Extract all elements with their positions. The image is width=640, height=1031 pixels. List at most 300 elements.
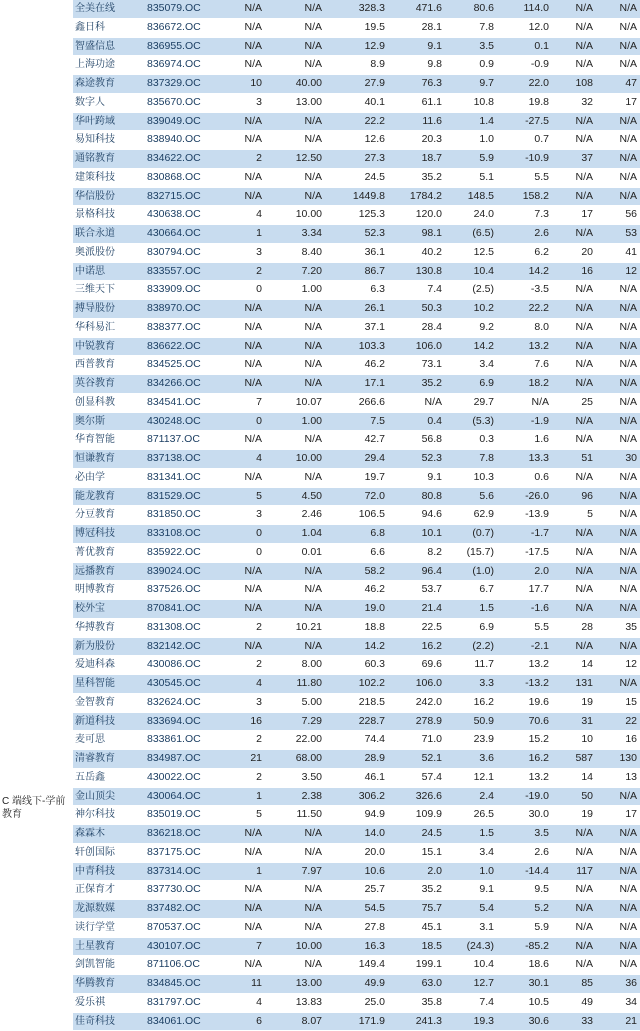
col-7-cell: 1.4 [445, 112, 497, 131]
table-row [73, 337, 640, 356]
stock-code-cell: 834845.OC [143, 975, 221, 994]
company-name-cell: 中锐教育 [73, 337, 143, 356]
col-9-cell: N/A [552, 431, 596, 450]
col-6-cell: 35.2 [388, 168, 445, 187]
stock-code-cell: 838970.OC [143, 300, 221, 319]
col-6-cell: 98.1 [388, 225, 445, 244]
table-row [73, 806, 640, 825]
col-7-cell: 3.4 [445, 843, 497, 862]
stock-code-cell: 833557.OC [143, 262, 221, 281]
company-name-cell: 必由学 [73, 468, 143, 487]
table-row [73, 1012, 640, 1031]
col-10-cell: 22 [596, 712, 640, 731]
col-6-cell: 106.0 [388, 337, 445, 356]
col-3-cell: N/A [221, 881, 265, 900]
col-9-cell: N/A [552, 468, 596, 487]
stock-code-cell: 837730.OC [143, 881, 221, 900]
col-3-cell: N/A [221, 37, 265, 56]
col-5-cell: 27.3 [325, 150, 388, 169]
col-10-cell: 56 [596, 206, 640, 225]
stock-code-cell: 830794.OC [143, 243, 221, 262]
col-8-cell: 17.7 [497, 581, 552, 600]
col-3-cell: 6 [221, 1012, 265, 1031]
col-8-cell: -19.0 [497, 787, 552, 806]
col-3-cell: N/A [221, 956, 265, 975]
col-7-cell: 10.8 [445, 93, 497, 112]
company-name-cell: 中青科技 [73, 862, 143, 881]
col-10-cell: N/A [596, 506, 640, 525]
col-8-cell: -10.9 [497, 150, 552, 169]
stock-code-cell: 834525.OC [143, 356, 221, 375]
col-9-cell: 14 [552, 768, 596, 787]
col-6-cell: 80.8 [388, 487, 445, 506]
col-3-cell: 4 [221, 206, 265, 225]
col-9-cell: 49 [552, 993, 596, 1012]
col-3-cell: 3 [221, 243, 265, 262]
col-7-cell: 6.9 [445, 618, 497, 637]
col-5-cell: 19.0 [325, 600, 388, 619]
col-4-cell: N/A [265, 337, 325, 356]
table-row [73, 693, 640, 712]
table-row [73, 581, 640, 600]
col-9-cell: N/A [552, 168, 596, 187]
col-4-cell: N/A [265, 637, 325, 656]
col-6-cell: 63.0 [388, 975, 445, 994]
stock-code-cell: 839024.OC [143, 562, 221, 581]
company-name-cell: 菁优教育 [73, 543, 143, 562]
col-3-cell: N/A [221, 825, 265, 844]
col-6-cell: 35.2 [388, 881, 445, 900]
stock-code-cell: 832142.OC [143, 637, 221, 656]
company-name-cell: 英谷教育 [73, 375, 143, 394]
col-9-cell: N/A [552, 187, 596, 206]
col-3-cell: 16 [221, 712, 265, 731]
col-10-cell: N/A [596, 431, 640, 450]
col-4-cell: N/A [265, 300, 325, 319]
col-7-cell: 10.2 [445, 300, 497, 319]
col-10-cell: N/A [596, 168, 640, 187]
col-6-cell: 8.2 [388, 543, 445, 562]
col-7-cell: 6.7 [445, 581, 497, 600]
col-4-cell: 8.40 [265, 243, 325, 262]
col-3-cell: 10 [221, 75, 265, 94]
col-10-cell: 47 [596, 75, 640, 94]
company-name-cell: 佳奇科技 [73, 1012, 143, 1031]
col-9-cell: N/A [552, 562, 596, 581]
col-3-cell: N/A [221, 56, 265, 75]
col-7-cell: 9.7 [445, 75, 497, 94]
col-3-cell: N/A [221, 562, 265, 581]
company-name-cell: 剑凯智能 [73, 956, 143, 975]
stock-code-cell: 838377.OC [143, 318, 221, 337]
table-row [73, 675, 640, 694]
stock-code-cell: 832624.OC [143, 693, 221, 712]
company-table [73, 0, 640, 1031]
col-10-cell: 12 [596, 262, 640, 281]
col-5-cell: 6.6 [325, 543, 388, 562]
col-10-cell: N/A [596, 675, 640, 694]
col-6-cell: 9.1 [388, 468, 445, 487]
col-4-cell: 13.83 [265, 993, 325, 1012]
col-10-cell: N/A [596, 825, 640, 844]
col-9-cell: N/A [552, 525, 596, 544]
col-7-cell: 5.6 [445, 487, 497, 506]
col-6-cell: 120.0 [388, 206, 445, 225]
col-5-cell: 171.9 [325, 1012, 388, 1031]
company-name-cell: 读行学堂 [73, 918, 143, 937]
table-row [73, 768, 640, 787]
col-7-cell: 12.1 [445, 768, 497, 787]
stock-code-cell: 831341.OC [143, 468, 221, 487]
col-6-cell: 16.2 [388, 637, 445, 656]
company-name-cell: 星科智能 [73, 675, 143, 694]
col-7-cell: 3.4 [445, 356, 497, 375]
company-name-cell: 校外宝 [73, 600, 143, 619]
col-5-cell: 37.1 [325, 318, 388, 337]
col-3-cell: 0 [221, 412, 265, 431]
col-5-cell: 149.4 [325, 956, 388, 975]
table-row [73, 131, 640, 150]
col-5-cell: 228.7 [325, 712, 388, 731]
col-9-cell: 85 [552, 975, 596, 994]
table-row [73, 637, 640, 656]
col-8-cell: 0.6 [497, 468, 552, 487]
stock-code-cell: 430086.OC [143, 656, 221, 675]
col-6-cell: 52.3 [388, 450, 445, 469]
col-7-cell: 12.5 [445, 243, 497, 262]
col-3-cell: N/A [221, 131, 265, 150]
col-4-cell: 5.00 [265, 693, 325, 712]
col-8-cell: 5.2 [497, 900, 552, 919]
col-8-cell: 8.0 [497, 318, 552, 337]
col-6-cell: 45.1 [388, 918, 445, 937]
col-10-cell: N/A [596, 918, 640, 937]
col-9-cell: 51 [552, 450, 596, 469]
col-3-cell: 5 [221, 487, 265, 506]
table-row [73, 712, 640, 731]
stock-code-cell: 833694.OC [143, 712, 221, 731]
company-name-cell: 新为股份 [73, 637, 143, 656]
col-9-cell: N/A [552, 900, 596, 919]
col-8-cell: 7.3 [497, 206, 552, 225]
company-name-cell: 景格科技 [73, 206, 143, 225]
col-6-cell: 50.3 [388, 300, 445, 319]
col-3-cell: N/A [221, 900, 265, 919]
col-8-cell: 18.2 [497, 375, 552, 394]
col-7-cell: 0.9 [445, 56, 497, 75]
col-10-cell: N/A [596, 412, 640, 431]
col-8-cell: 158.2 [497, 187, 552, 206]
col-9-cell: N/A [552, 37, 596, 56]
stock-code-cell: 835019.OC [143, 806, 221, 825]
table-row [73, 862, 640, 881]
col-10-cell: 41 [596, 243, 640, 262]
col-4-cell: N/A [265, 37, 325, 56]
col-3-cell: N/A [221, 112, 265, 131]
col-3-cell: 5 [221, 806, 265, 825]
company-name-cell: 华搏教育 [73, 618, 143, 637]
col-10-cell: 21 [596, 1012, 640, 1031]
col-7-cell: 7.8 [445, 450, 497, 469]
stock-code-cell: 837175.OC [143, 843, 221, 862]
company-name-cell: 麦可思 [73, 731, 143, 750]
company-name-cell: 华叶跨域 [73, 112, 143, 131]
col-9-cell: 14 [552, 656, 596, 675]
col-5-cell: 26.1 [325, 300, 388, 319]
col-6-cell: 53.7 [388, 581, 445, 600]
col-5-cell: 46.1 [325, 768, 388, 787]
col-5-cell: 7.5 [325, 412, 388, 431]
col-5-cell: 27.8 [325, 918, 388, 937]
company-name-cell: 恒谦教育 [73, 450, 143, 469]
col-10-cell: N/A [596, 18, 640, 37]
col-8-cell: -13.9 [497, 506, 552, 525]
col-4-cell: 7.97 [265, 862, 325, 881]
col-9-cell: 19 [552, 806, 596, 825]
company-name-cell: 搏导股份 [73, 300, 143, 319]
col-8-cell: 13.2 [497, 656, 552, 675]
table-row [73, 956, 640, 975]
col-10-cell: 12 [596, 656, 640, 675]
col-7-cell: (5.3) [445, 412, 497, 431]
company-name-cell: 通铭教育 [73, 150, 143, 169]
col-3-cell: N/A [221, 375, 265, 394]
col-8-cell: 22.0 [497, 75, 552, 94]
col-9-cell: 25 [552, 393, 596, 412]
col-9-cell: 33 [552, 1012, 596, 1031]
col-10-cell: N/A [596, 131, 640, 150]
col-10-cell: N/A [596, 300, 640, 319]
col-5-cell: 42.7 [325, 431, 388, 450]
company-name-cell: 数字人 [73, 93, 143, 112]
col-9-cell: N/A [552, 581, 596, 600]
stock-code-cell: 837526.OC [143, 581, 221, 600]
table-row [73, 37, 640, 56]
col-8-cell: 16.2 [497, 750, 552, 769]
col-6-cell: 24.5 [388, 825, 445, 844]
col-10-cell: 53 [596, 225, 640, 244]
col-6-cell: 61.1 [388, 93, 445, 112]
col-10-cell: 15 [596, 693, 640, 712]
col-10-cell: 130 [596, 750, 640, 769]
col-3-cell: 11 [221, 975, 265, 994]
col-5-cell: 8.9 [325, 56, 388, 75]
col-8-cell: -17.5 [497, 543, 552, 562]
col-10-cell: 35 [596, 618, 640, 637]
col-7-cell: 12.7 [445, 975, 497, 994]
col-5-cell: 16.3 [325, 937, 388, 956]
col-9-cell: N/A [552, 881, 596, 900]
table-row [73, 750, 640, 769]
col-5-cell: 46.2 [325, 356, 388, 375]
col-6-cell: 9.8 [388, 56, 445, 75]
col-7-cell: 3.5 [445, 37, 497, 56]
col-3-cell: 3 [221, 693, 265, 712]
col-9-cell: N/A [552, 56, 596, 75]
col-10-cell: 13 [596, 768, 640, 787]
col-5-cell: 12.6 [325, 131, 388, 150]
col-8-cell: 1.6 [497, 431, 552, 450]
col-9-cell: 32 [552, 93, 596, 112]
stock-code-cell: 837314.OC [143, 862, 221, 881]
col-4-cell: N/A [265, 600, 325, 619]
col-7-cell: 7.4 [445, 993, 497, 1012]
col-5-cell: 46.2 [325, 581, 388, 600]
col-6-cell: 40.2 [388, 243, 445, 262]
col-6-cell: 1784.2 [388, 187, 445, 206]
col-7-cell: (6.5) [445, 225, 497, 244]
col-10-cell: 30 [596, 450, 640, 469]
stock-code-cell: 831850.OC [143, 506, 221, 525]
col-8-cell: -14.4 [497, 862, 552, 881]
col-7-cell: 5.4 [445, 900, 497, 919]
col-6-cell: 18.5 [388, 937, 445, 956]
company-name-cell: 鑫日科 [73, 18, 143, 37]
col-6-cell: 57.4 [388, 768, 445, 787]
company-name-cell: 建策科技 [73, 168, 143, 187]
col-6-cell: 18.7 [388, 150, 445, 169]
col-10-cell: N/A [596, 637, 640, 656]
col-10-cell: N/A [596, 356, 640, 375]
col-8-cell: 5.5 [497, 168, 552, 187]
col-9-cell: 108 [552, 75, 596, 94]
col-8-cell: 19.8 [497, 93, 552, 112]
col-4-cell: 10.21 [265, 618, 325, 637]
col-4-cell: 1.00 [265, 412, 325, 431]
col-4-cell: 68.00 [265, 750, 325, 769]
col-4-cell: 7.20 [265, 262, 325, 281]
col-4-cell: N/A [265, 468, 325, 487]
col-6-cell: N/A [388, 393, 445, 412]
col-6-cell: 326.6 [388, 787, 445, 806]
col-3-cell: 7 [221, 937, 265, 956]
col-3-cell: 2 [221, 150, 265, 169]
col-7-cell: 3.6 [445, 750, 497, 769]
stock-code-cell: 834266.OC [143, 375, 221, 394]
col-10-cell: 34 [596, 993, 640, 1012]
col-6-cell: 71.0 [388, 731, 445, 750]
col-7-cell: 1.0 [445, 862, 497, 881]
col-5-cell: 58.2 [325, 562, 388, 581]
table-row [73, 787, 640, 806]
col-5-cell: 25.0 [325, 993, 388, 1012]
table-row [73, 618, 640, 637]
table-row [73, 600, 640, 619]
col-5-cell: 25.7 [325, 881, 388, 900]
col-4-cell: 11.80 [265, 675, 325, 694]
col-7-cell: 1.5 [445, 825, 497, 844]
col-10-cell: N/A [596, 337, 640, 356]
col-3-cell: 0 [221, 543, 265, 562]
col-4-cell: N/A [265, 581, 325, 600]
col-10-cell: N/A [596, 937, 640, 956]
col-8-cell: 14.2 [497, 262, 552, 281]
col-6-cell: 28.4 [388, 318, 445, 337]
stock-code-cell: 837482.OC [143, 900, 221, 919]
col-4-cell: N/A [265, 112, 325, 131]
col-4-cell: N/A [265, 843, 325, 862]
col-8-cell: -0.9 [497, 56, 552, 75]
col-6-cell: 11.6 [388, 112, 445, 131]
company-name-cell: 华科易汇 [73, 318, 143, 337]
col-7-cell: 6.9 [445, 375, 497, 394]
col-6-cell: 278.9 [388, 712, 445, 731]
col-7-cell: (24.3) [445, 937, 497, 956]
col-6-cell: 130.8 [388, 262, 445, 281]
col-6-cell: 21.4 [388, 600, 445, 619]
col-4-cell: N/A [265, 918, 325, 937]
col-3-cell: N/A [221, 356, 265, 375]
col-8-cell: -2.1 [497, 637, 552, 656]
company-name-cell: 创显科教 [73, 393, 143, 412]
col-3-cell: 3 [221, 93, 265, 112]
table-row [73, 281, 640, 300]
col-3-cell: 2 [221, 262, 265, 281]
col-8-cell: 13.3 [497, 450, 552, 469]
col-7-cell: 50.9 [445, 712, 497, 731]
stock-code-cell: 430022.OC [143, 768, 221, 787]
table-row [73, 431, 640, 450]
table-row [73, 318, 640, 337]
col-8-cell: 22.2 [497, 300, 552, 319]
col-8-cell: 30.6 [497, 1012, 552, 1031]
col-4-cell: N/A [265, 375, 325, 394]
col-9-cell: 96 [552, 487, 596, 506]
col-9-cell: N/A [552, 956, 596, 975]
col-5-cell: 125.3 [325, 206, 388, 225]
company-name-cell: 爱迪科森 [73, 656, 143, 675]
col-8-cell: 2.6 [497, 843, 552, 862]
company-name-cell: 金智教育 [73, 693, 143, 712]
col-9-cell: N/A [552, 600, 596, 619]
company-name-cell: 分豆教育 [73, 506, 143, 525]
col-5-cell: 103.3 [325, 337, 388, 356]
stock-code-cell: 833861.OC [143, 731, 221, 750]
col-9-cell: N/A [552, 300, 596, 319]
col-8-cell: -3.5 [497, 281, 552, 300]
table-row [73, 881, 640, 900]
stock-code-cell: 831797.OC [143, 993, 221, 1012]
col-9-cell: 28 [552, 618, 596, 637]
group-label: C 端线下-学前教育 [2, 796, 66, 820]
col-5-cell: 20.0 [325, 843, 388, 862]
col-7-cell: 3.3 [445, 675, 497, 694]
col-10-cell: N/A [596, 843, 640, 862]
col-8-cell: 30.1 [497, 975, 552, 994]
col-4-cell: 2.38 [265, 787, 325, 806]
col-5-cell: 306.2 [325, 787, 388, 806]
col-5-cell: 17.1 [325, 375, 388, 394]
col-3-cell: N/A [221, 468, 265, 487]
col-3-cell: 3 [221, 506, 265, 525]
col-6-cell: 471.6 [388, 0, 445, 18]
table-row [73, 112, 640, 131]
col-3-cell: 4 [221, 450, 265, 469]
company-name-cell: 智盛信息 [73, 37, 143, 56]
table-row [73, 375, 640, 394]
stock-code-cell: 836974.OC [143, 56, 221, 75]
table-row [73, 93, 640, 112]
col-9-cell: N/A [552, 356, 596, 375]
table-row [73, 506, 640, 525]
col-5-cell: 12.9 [325, 37, 388, 56]
col-6-cell: 22.5 [388, 618, 445, 637]
table-row [73, 225, 640, 244]
col-8-cell: 0.1 [497, 37, 552, 56]
company-name-cell: 正保育才 [73, 881, 143, 900]
col-7-cell: 62.9 [445, 506, 497, 525]
col-4-cell: N/A [265, 900, 325, 919]
